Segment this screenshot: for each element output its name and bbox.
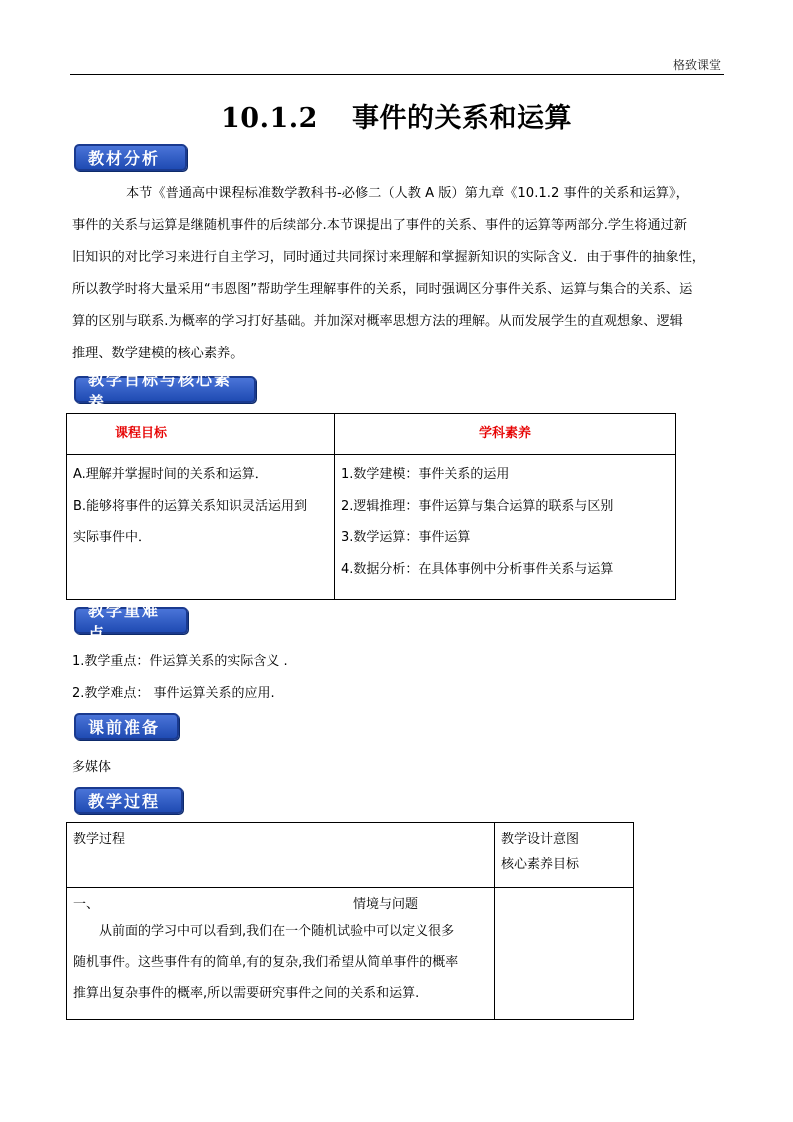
goals-literacy-line: 3.数学运算：事件运算: [341, 530, 471, 545]
header-brand: 格致课堂: [672, 58, 721, 72]
process-header-right: [495, 823, 634, 888]
analysis-line: 推理、数学建模的核心素养。: [72, 346, 244, 361]
section-label-process: 教学过程: [74, 787, 183, 814]
goals-literacy-cell: [335, 455, 676, 600]
goals-table-header-row: [67, 414, 676, 455]
process-row-caption: [73, 894, 488, 916]
section-label-key-points: 教学重难点: [74, 607, 188, 634]
section-label-analysis: 教材分析: [74, 144, 187, 171]
process-header-intent: 教学设计意图: [501, 832, 580, 847]
process-header-goal: 核心素养目标: [501, 857, 580, 872]
analysis-line: 算的区别与联系.为概率的学习打好基础。并加深对概率思想方法的理解。从而发展学生的直观想象、逻辑: [72, 314, 683, 329]
process-row-line: 随机事件。这些事件有的简单,有的复杂,我们希望从简单事件的概率: [73, 955, 459, 970]
goals-literacy-line: 4.数据分析：在具体事例中分析事件关系与运算: [341, 561, 614, 577]
process-content-cell: [67, 888, 495, 1020]
goals-literacy-line: 2.逻辑推理：事件运算与集合运算的联系与区别: [341, 498, 614, 514]
analysis-line: 旧知识的对比学习来进行自主学习，同时通过共同探讨来理解和掌握新知识的实际含义．由于事件的抽象性，: [72, 250, 705, 265]
process-row-line: 推算出复杂事件的概率,所以需要研究事件之间的关系和运算.: [73, 986, 420, 1001]
section-label-prep: 课前准备: [74, 713, 179, 740]
analysis-line: 本节《普通高中课程标准数学教科书-必修二（人教 A 版）第九章《10.1.2 事件的关系和运算》，: [126, 186, 689, 201]
goals-table-body-row: [67, 455, 676, 600]
page-title: [0, 96, 793, 135]
goals-literacy-line: 1.数学建模：事件关系的运用: [341, 467, 510, 482]
process-row-prefix: 一、: [73, 897, 100, 912]
process-row-title: 情境与问题: [353, 897, 419, 912]
goals-header-course: 课程目标: [67, 414, 335, 455]
section-label-goals: 教学目标与核心素养: [74, 376, 256, 403]
process-intent-cell: [495, 888, 634, 1020]
goals-course-line: B.能够将事件的运算关系知识灵活运用到: [73, 498, 308, 514]
title-number: 10.1.2: [221, 103, 318, 134]
process-table-row: [67, 888, 634, 1020]
process-table: [66, 822, 634, 1020]
analysis-line: 事件的关系与运算是继随机事件的后续部分.本节课提出了事件的关系、事件的运算等两部分.学生将通过新: [72, 218, 688, 233]
analysis-paragraph: [72, 178, 732, 370]
process-row-line: 从前面的学习中可以看到,我们在一个随机试验中可以定义很多: [99, 924, 455, 939]
header-divider: [70, 74, 724, 75]
analysis-line: 所以教学时将大量采用“韦恩图”帮助学生理解事件的关系，同时强调区分事件关系、运算与集合的关系、运: [72, 282, 693, 297]
prep-text: 多媒体: [72, 760, 112, 775]
goals-course-line: A.理解并掌握时间的关系和运算．: [73, 467, 268, 482]
goals-header-literacy: 学科素养: [335, 414, 676, 455]
process-header-label: 教学过程: [73, 832, 126, 847]
key-point-focus: 1.教学重点：件运算关系的实际含义 .: [72, 654, 288, 669]
goals-table: [66, 413, 676, 600]
title-text: 事件的关系和运算: [351, 103, 572, 134]
process-header-left: [67, 823, 495, 888]
process-table-header-row: [67, 823, 634, 888]
goals-course-cell: [67, 455, 335, 600]
key-point-difficulty: 2.教学难点： 事件运算关系的应用.: [72, 686, 275, 701]
goals-course-line: 实际事件中．: [73, 530, 152, 545]
